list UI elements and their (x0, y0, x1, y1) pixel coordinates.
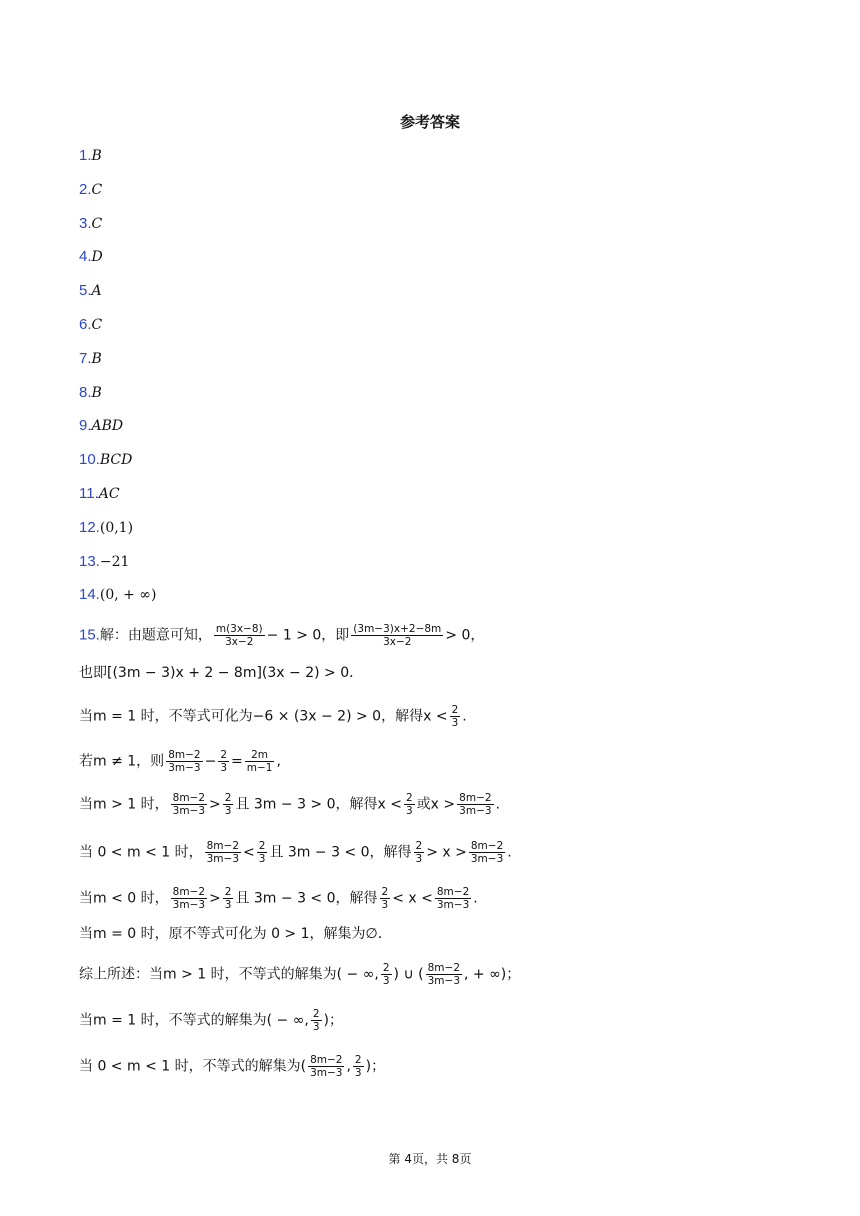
answer-value: (0,1) (99, 519, 134, 536)
fraction: $\frac{8m-2}{3m-3}$ (168, 749, 201, 774)
answer-number: 6. (79, 315, 92, 333)
answer-number: 3. (79, 214, 92, 232)
answer-number: 4. (79, 248, 92, 266)
answer-item (79, 146, 156, 180)
answer-item (79, 315, 156, 349)
answer-number: 1. (79, 147, 92, 164)
answer-value: AC (98, 485, 120, 502)
solution-line-11: 当 0 < m < 1 时，不等式的解集为( $\frac{8m-2}{3m-3}$ , $\frac{2}{3}$ )； (79, 1054, 386, 1079)
answer-value: C (91, 316, 103, 333)
fraction: $\frac{m(3x-8)}{3x-2}$ (215, 623, 263, 648)
solution-line-10: 当m = 1 时，不等式的解集为( − ∞, $\frac{2}{3}$ )； (79, 1008, 343, 1033)
answer-item (79, 247, 156, 281)
solution-line-9: 综上所述：当m > 1 时，不等式的解集为( − ∞, $\frac{2}{3}$ ) ∪ ( $\frac{8m-2}{3m-3}$ , + ∞)； (79, 962, 521, 987)
answer-value: C (91, 215, 103, 232)
answer-item (79, 518, 156, 552)
answer-value: A (91, 283, 102, 300)
solution-line-1 (79, 623, 484, 648)
fraction: $\frac{2}{3}$ (451, 704, 459, 729)
answer-item (79, 416, 156, 450)
answer-item (79, 349, 156, 383)
solution-line-6: 当 0 < m < 1 时， $\frac{8m-2}{3m-3}$ < $\frac{2}{3}$ 且 3m − 3 < 0，解得 $\frac{2}{3}$ > x > $\frac{8m-2}{3m-3}$ . (79, 840, 512, 865)
answer-number: 13. (79, 552, 100, 570)
answer-list (79, 146, 156, 619)
answer-number: 10. (79, 451, 100, 469)
answer-item (79, 180, 156, 214)
answer-value: ABD (91, 418, 124, 435)
answer-number: 15. (79, 626, 100, 644)
answer-value: (0, + ∞) (99, 587, 157, 604)
fraction: $\frac{2}{3}$ (220, 749, 227, 774)
answer-item (79, 585, 156, 619)
fraction: $\frac{(3m-3)x+2-8m}{3x-2}$ (353, 623, 442, 648)
page-footer: 第 4页，共 8页 (388, 1152, 472, 1166)
answer-value: BCD (99, 452, 133, 469)
solution-line-3: 当m = 1 时，不等式可化为−6 × (3x − 2) > 0，解得x < $\frac{2}{3}$ . (79, 704, 467, 729)
answer-number: 5. (79, 282, 92, 300)
answer-item (79, 214, 156, 248)
answer-number: 8. (79, 383, 92, 401)
answer-number: 9. (79, 417, 92, 435)
answer-value: B (91, 350, 102, 367)
answer-item (79, 281, 156, 315)
page-title: 参考答案 (399, 113, 460, 131)
answer-number: 12. (79, 518, 100, 536)
answer-value: B (91, 148, 102, 164)
answer-value: C (91, 181, 103, 198)
solution-line-2: 也即[(3m − 3)x + 2 − 8m](3x − 2) > 0． (79, 665, 364, 681)
text: − 1 > 0，即 (266, 627, 350, 644)
answer-item (79, 450, 156, 484)
answer-item (79, 552, 156, 586)
text: 解：由题意可知， (99, 627, 212, 644)
answer-value: B (91, 384, 102, 401)
answer-item (79, 383, 156, 417)
answer-item (79, 484, 156, 518)
answer-number: 7. (79, 349, 92, 367)
answer-number: 14. (79, 586, 100, 604)
solution-line-7: 当m < 0 时， $\frac{8m-2}{3m-3}$ > $\frac{2}{3}$ 且 3m − 3 < 0，解得 $\frac{2}{3}$ < x < $\frac{8m-2}{3m-3}$ . (79, 886, 478, 911)
answer-number: 2. (79, 180, 92, 198)
solution-line-8: 当m = 0 时，原不等式可化为 0 > 1，解集为∅． (79, 926, 392, 942)
solution-line-4: 若m ≠ 1，则 $\frac{8m-2}{3m-3}$ − $\frac{2}{3}$ = $\frac{2m}{m-1}$ , (79, 749, 281, 774)
answer-value: D (91, 249, 103, 266)
fraction: $\frac{2m}{m-1}$ (246, 749, 273, 774)
solution-line-5: 当m > 1 时， $\frac{8m-2}{3m-3}$ > $\frac{2}{3}$ 且 3m − 3 > 0，解得x < $\frac{2}{3}$ 或x > $\frac{8m-2}{3m-3}$ . (79, 792, 500, 817)
answer-number: 11. (79, 484, 99, 502)
text: > 0， (445, 627, 485, 644)
answer-value: −21 (99, 553, 130, 570)
